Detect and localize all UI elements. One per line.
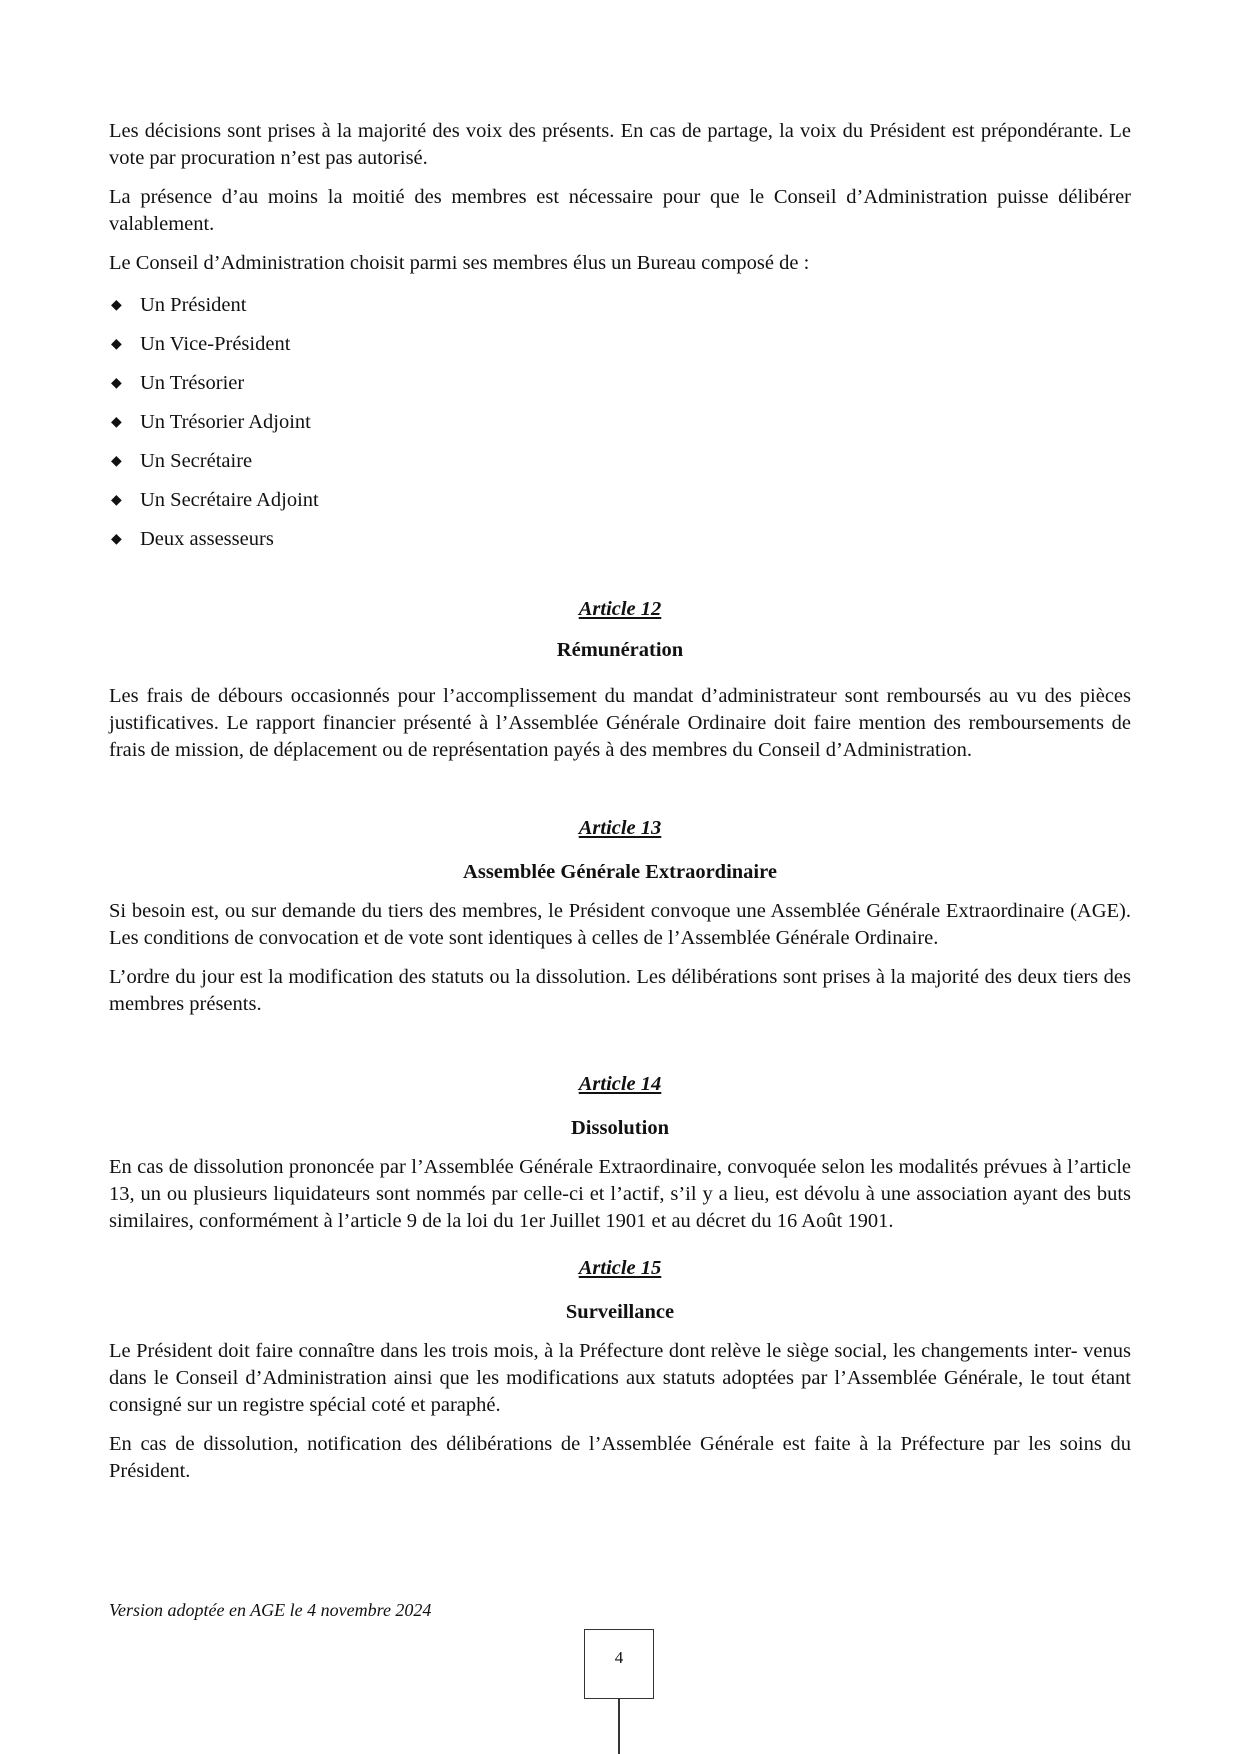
list-item (109, 325, 1131, 364)
list-item-label: Un Président (140, 294, 247, 316)
diamond-bullet-icon: ◆ (111, 336, 122, 352)
list-item (109, 364, 1131, 403)
list-item (109, 286, 1131, 325)
paragraph: En cas de dissolution, notification des délibérations de l’Assemblée Générale est faite à la Préfecture par les soins du Président. (109, 1433, 1131, 1482)
list-item (109, 481, 1131, 520)
article-number: Article 15 (578, 1257, 662, 1279)
version-footer: Version adoptée en AGE le 4 novembre 2024 (109, 1600, 432, 1620)
diamond-bullet-icon: ◆ (111, 531, 122, 547)
list-item-label: Un Trésorier Adjoint (140, 411, 311, 433)
page-number-box (584, 1629, 654, 1699)
paragraph: Le Conseil d’Administration choisit parmi ses membres élus un Bureau composé de : (109, 252, 810, 274)
diamond-bullet-icon: ◆ (111, 492, 122, 508)
diamond-bullet-icon: ◆ (111, 453, 122, 469)
diamond-bullet-icon: ◆ (111, 297, 122, 313)
diamond-bullet-icon: ◆ (111, 375, 122, 391)
article-title: Surveillance (565, 1301, 675, 1323)
article-13-section (109, 815, 1131, 1018)
article-14-section (109, 1071, 1131, 1235)
article-12-section (109, 596, 1131, 764)
paragraph: Les frais de débours occasionnés pour l’accomplissement du mandat d’administrateur sont remboursés au vu des pièces justificatives. Le rapport financier présenté à l’Assemblée Générale Ordinaire doit faire mention des remboursements de frais de mission, de déplacement ou de représentation payés à des membres du Conseil d’Administration. (109, 685, 1131, 761)
bureau-members-list (109, 286, 1131, 559)
paragraph: L’ordre du jour est la modification des statuts ou la dissolution. Les délibérations sont prises à la majorité des deux tiers des membres présents. (109, 966, 1131, 1015)
document-body (109, 118, 1131, 1497)
article-title: Dissolution (571, 1117, 669, 1139)
paragraph: En cas de dissolution prononcée par l’Assemblée Générale Extraordinaire, convoquée selon les modalités prévues à l’article 13, un ou plusieurs liquidateurs sont nommés par celle-ci et l’actif, s’il y a lieu, est dévolu à une association ayant des buts similaires, conformément à l’article 9 de la loi du 1er Juillet 1901 et au décret du 16 Août 1901. (109, 1156, 1131, 1232)
list-item-label: Un Secrétaire (140, 450, 253, 472)
list-item-label: Un Trésorier (140, 372, 245, 394)
list-item-label: Un Secrétaire Adjoint (140, 489, 319, 511)
paragraph: Les décisions sont prises à la majorité des voix des présents. En cas de partage, la voix du Président est prépondérante. Le vote par procuration n’est pas autorisé. (109, 120, 1131, 169)
list-item (109, 442, 1131, 481)
article-number: Article 13 (578, 817, 662, 839)
article-number: Article 12 (578, 598, 662, 620)
page-number: 4 (614, 1648, 624, 1667)
paragraph: La présence d’au moins la moitié des membres est nécessaire pour que le Conseil d’Administration puisse délibérer valablement. (109, 186, 1131, 235)
list-item (109, 403, 1131, 442)
list-item (109, 520, 1131, 559)
page-number-connector-line (618, 1699, 620, 1754)
article-title: Rémunération (556, 639, 684, 661)
article-number: Article 14 (578, 1073, 662, 1095)
list-item-label: Un Vice-Président (140, 333, 291, 355)
list-item-label: Deux assesseurs (140, 528, 274, 550)
article-title: Assemblée Générale Extraordinaire (463, 861, 777, 883)
article-15-section (109, 1255, 1131, 1485)
paragraph: Si besoin est, ou sur demande du tiers des membres, le Président convoque une Assemblée Générale Extraordinaire (AGE). Les conditions de convocation et de vote sont identiques à celles de l’Assemblée Générale Ordinaire. (109, 900, 1131, 949)
paragraph: Le Président doit faire connaître dans les trois mois, à la Préfecture dont relève le siège social, les changements inter- venus dans le Conseil d’Administration ainsi que les modifications aux statuts adoptées par l’Assemblée Générale, le tout étant consigné sur un registre spécial coté et paraphé. (109, 1340, 1131, 1416)
diamond-bullet-icon: ◆ (111, 414, 122, 430)
